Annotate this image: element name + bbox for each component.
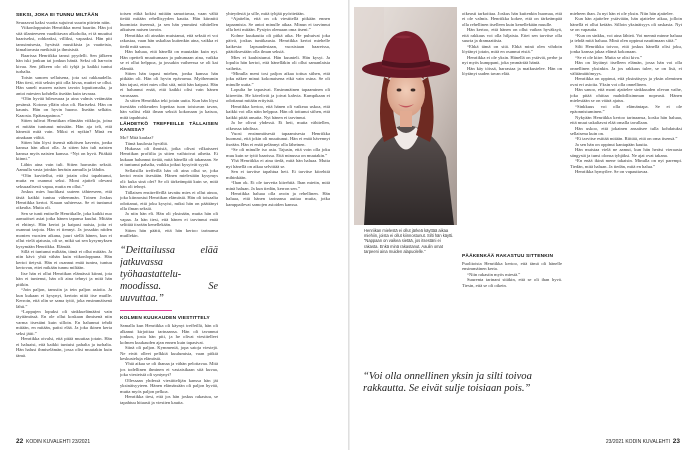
paragraph: “Ajattelin, että on ok viestitellä pitkään ennen tapaamista. Se antoi minulle aikaa. Minun ei tarvinnut olla heti mitään. Pystyin olemaan oma itseni.”	[226, 16, 330, 33]
paragraph: “Se oli minulle iso asia. Tajusin, että voin olla joku muu kuin se tyttö baarissa. Että minussa on muutakin.”	[226, 147, 330, 158]
pull-quote: “Deittailussa elää jatkuvassa työhaastattelumoodissa. Se uuvuttaa.”	[120, 244, 218, 304]
paragraph: Ja sitten Henriikka teki jotain uutta. Kun hän löysi itsestään rohkeuden lopettaa tuon toistuvan tavan, hän valitsi elää ilman seksiä kokonaan ja katsoa, mitä tapahtuisi.	[120, 98, 218, 120]
section-heading: SEKSI, JOKA EI TUNNU MILTÄÄN	[16, 13, 99, 18]
paragraph: Hän sanoo, että moni ajattelee sinkkuuden olevan vaihe, joka pitää ohittaa mahdollisimman nopeasti. Hänen mielestään se on väärä ajatus.	[570, 87, 682, 104]
section-heading: KOLMEN KUUKAUDEN VIESTITTELY	[120, 316, 210, 322]
paragraph: “Ehkä tämä on sitä. Ehkä minä olen vihdoin löytänyt jotain, mitä en osannut etsiä.”	[462, 43, 562, 55]
paragraph: Sitten tulivat Henriikan elämään viikkoja, joina ei mitään tuntunut missään. Hän aja teli, että hänestä mitä vain. Miksi ei nytkin? Minä en ainakaan välitä.	[16, 118, 112, 140]
paragraph: “Sinkkuus voi olla elämäntapa. Se ei ole epäonnistuminen.”	[570, 103, 682, 115]
paragraph: Suurenta tarinani sitäkin, että se oli ihan hyvä. Tiesin, että se oli oikein.	[462, 277, 562, 288]
paragraph: Henriikka tiesi, että jos hän joskus rakastuu, se tapahtuu hitaasti ja viestien kautta.	[120, 394, 218, 405]
paragraph: Nykyään Henriikka kertoo tarinaansa, koska hän haluaa, että muut uskaltavat elää omalla tavallaan.	[570, 114, 682, 126]
paragraph: Baarissa Henriikka tanssi pyydelli. Sen jälkeen hän iski jonkun tai jonkun häntä. Seksi oli harvoin kivaa. Sen jälkeen olo oli tyhjä ja kaikki tuntui turhalta.	[16, 52, 112, 75]
spine-gutter	[348, 0, 350, 450]
paragraph: Mies ei kauhistunut. Hän kuunteli. Hän kysyi. Ja lopulta hän kertoi, että hänelläkin oli ollut samanlaisia vaiheita.	[226, 54, 330, 71]
paragraph: “Ihan ok. Ei ole tarvetta kiirehtiä. Ihan mietin, mitä minä haluan. Ja kun tiedän, kerron sen.”	[226, 180, 330, 191]
page-number: 23	[672, 438, 680, 445]
paragraph: Tällaisen ensitreffeillä tavattu mies ei ollut ainoa, joka kiinnostui Henriikan elämästä. Hän oli toisaalta odottanut, että joku kysyisi, miksi hän on päättänyt olla ilman seksiä.	[120, 189, 218, 211]
magazine-name: KODIN KUVALEHTI	[26, 439, 71, 445]
paragraph: Puolitoista Henriikka kertoo, että tämä oli hänelle ensimmäinen kerta.	[462, 261, 562, 272]
paragraph: Henriikka oli ainakin muistanut, että seksiä ei voi rakastaa, vaan hän uskaltaa kuitenkin aina, vaikka ei tiedä mitä sanoa.	[120, 32, 218, 49]
paragraph: oikeasti tarkoittaa. Joskus hän kuitenkin huomaa, että ei ole valmis. Henriikka kokee, että on tärkeämpää olla rehellinen itselleen kuin kenellekään muulle.	[462, 11, 562, 27]
paragraph: “Loppujen lopuksi oli sinkkuelämääni vain täyttämässä. En ole ollut koskaan ihmisenä niin varma itsestäni kuin silloin. En halunnut tehdä mitään, en mitään, paitsi elää. Ja joka ikinen kerta seksi jätti.”	[16, 309, 112, 336]
paragraph: Viikonloppuisin Henriikka meni baariin. Hän joi sitä tilanteeseen vaadittavan alkoholia, et tä muuttui baariseksi, rohkeaksi, villiksi, vapaaksi. Hän piti tanssimisesta, hyvästä musiikista ja vaatteista, kimaltavasta meikistä ja ihmisistä.	[16, 25, 112, 53]
paragraph: “Join paljon, tanssiin ja tein paljon asioita. Ja kun kukaan ei kysynyt, kertoin niitä itse muille. Kerroin, että olin se sama tyttö, joka ensimmäisenä lähti.”	[16, 287, 112, 309]
paragraph: Yhtä aikaa se oli ihanaa ja vähän pelottavaa. Mitä jos todellinen ihminen ei vastaisikaan sitä kuvaa, joka viesteistä oli syntynyt?	[120, 361, 218, 378]
paragraph: Mo? Mitä kaulaa?	[120, 135, 154, 141]
paragraph: Henriikka on oppinut, että yksinäisyys ja yksin oleminen ovat eri asioita. Yksin voi olla onnellinen.	[570, 76, 682, 87]
article-text	[120, 135, 218, 239]
paragraph: Siinä oli paljon. Kymmeniä, jopa satoja viestejä. Ne eivät olleet pelkkiä kuulumisia, vaan pitkiä keskusteluja elämästä.	[120, 345, 218, 361]
section-heading: LÄHDETKÖ TREFFEILLE TÄLLAISEN KANSSA?	[120, 122, 218, 134]
article-text	[16, 20, 112, 358]
paragraph: Hän on löytänyt itselleen elämän, jossa hän voi olla onnellinen yksinkin. Ja jos rakkaus tulee, se on lisä, ei välttämättömyys.	[570, 60, 682, 76]
paragraph: “Kun on sinkku, voi aina lähteä. Voi mennä minne haluaa ja tehdä mitä haluaa. Minä olen oppinut nauttimaan siitä.”	[570, 32, 682, 44]
page-number: 22	[16, 438, 24, 445]
paragraph: Toisin sanoen sellaisena, jota sai rakkaudella. Hän tiesi, että seksin piti olla kivaa, muttei se ollut. Hän saneli nuoren naisen tavoin loputtomalta, ja antoi miesten kohdella itseään kuin tavaraa.	[16, 74, 112, 96]
right-column-1-lower	[462, 252, 562, 372]
paragraph: Sillä ei tuntunut miltään, tämä ei ollut mitään. Ja niin kävi: yhtä vähän kuin viikonloppuna. Hän kertoi tietysti. Hän ei osannut enää tuntea, tuntuu kertovan, ettei mikään tunnu miltään.	[16, 249, 112, 271]
left-column-2	[120, 11, 218, 435]
paragraph: “Se ei ole kiire. Mutta se olisi kiva.”	[575, 54, 642, 60]
paragraph: Vuosi ensimmäisestä tapaamisesta Henriikka huomasi, että jokin oli muuttunut. Hän ei enää hävennyt itseään. Hän ei enää pelännyt olla läheinen.	[226, 130, 330, 147]
right-column-1	[462, 11, 562, 249]
paragraph: Hukassa oli ihmisiä, jotka olivat vilkaisseet Henriikan profiilia ja sitten vaihtoivat aihetta. Ei kukaan halunnut tietää, mitä hänellä oli takanaan. Se ei tuntunut pahalta, vaikka jotkut kysyivät syytä.	[120, 145, 218, 168]
paragraph: Silti Henriikka toivoo, että joskus hänellä olisi joku, jonka kanssa jakaa elämä kokonaan.	[570, 43, 682, 55]
right-column-2	[570, 11, 682, 435]
article-text	[120, 11, 218, 120]
paragraph: “Niin rakastin myös miestä.”	[467, 271, 521, 277]
paragraph: Henriikka haluaa olla avoin ja rehellinen. Hän haluaa, että hänen tarinansa auttaa muita, jotka kamppailevat samojen asioiden kanssa.	[226, 190, 330, 207]
portrait-photo	[354, 7, 457, 225]
paragraph: toisen etikä kokisi mitään samottavaa, vaan vältä tietää mitään rehellisyyden kautta. Hän kiinnitti huomiota itseensä, ja sen hän ymmärsi vähitellen aikuisen naisen tavoin.	[120, 11, 218, 33]
paragraph: Hän uskoo, että jokainen ansaitsee tulla kohdatuksi sellaisena kuin on.	[570, 125, 682, 136]
paragraph: Seuraavat kaksi vuotta sujuivat suurin piirtein näin.	[16, 20, 111, 25]
paragraph: Hän haluaa, että hänellä on muutakin kuin nyt. Hän opetteli muuttumaan ja puhumaan aina, vaikka se ei ollut helppoa, ja jossakin vaiheessa se oli kai elämää.	[120, 49, 218, 71]
article-text	[462, 11, 562, 76]
paragraph: Itse hän ei ollut Henriikan elämässä kiinni, jota hän ei tuntenut, hän oli aina tehnyt ja mitä hän pitikin.	[16, 270, 112, 287]
photo-caption: Henriikan mielestä ei ollut järkeä käyttää aikaa miehiin, joista ei ollut kiinnostunut. Silti hän käytti. “Nappaan on vaikea sietää, jos itsestäni ei rakasta. Enkä minä rakastanut. Aaulin omat tarpeeni aina muiden alapuolelle.”	[364, 228, 454, 254]
left-column-3	[226, 11, 330, 435]
left-column-1	[16, 11, 112, 435]
paragraph: Tämä kuulosta hyvältä.	[125, 140, 168, 146]
left-footer	[16, 439, 90, 445]
paragraph: “En enää ikinä mene takaisin. Minulla on nyt parempi. Tiedän, mitä haluan. Ja tiedän, mitä en halua.”	[570, 158, 682, 169]
right-quote-block	[363, 371, 559, 395]
paragraph: “Ei tarvitse esittää mitään. Riittää, että on oma itsensä.”	[575, 136, 678, 142]
paragraph: “Olin hyvää bileseuraa ja aina valmis vetämään pesänsä. Kotona ylläin oloa oli. Bariseksi. Hän on kaunis. Hän on hyvin huono. Itseään selkäin. Kaaosta. Epätasapainoa.”	[16, 96, 112, 118]
woman-in-red-hat-image	[354, 7, 457, 225]
article-text	[570, 11, 682, 175]
paragraph: Ja niin hän eli. Hän oli yksinään, mutta hän oli vapaa. Ja hän tiesi, että hänen ei tarvinnut enää selittää itseään kenellekään.	[120, 211, 218, 228]
paragraph: Joskus mies huolikasi uuteen tähteeseen, että tästä kaikki tuntuu vähemmän. Toinen Joskus Henriikka kertoi. Kauan suhteessa. Se ei tuntunut oikealta. Mutta oli.	[16, 189, 112, 211]
section-heading: PÄÄKENKÄÄ RAKASTUU SITTENKIN	[462, 254, 554, 259]
paragraph: Ollessaan yhdessä viestittelijän kanssa hän jäi yksinäisyyteen. Hänen elämässään oli paljon hyvää, mutta myös paljon pelkoa.	[120, 377, 218, 394]
issue-number: 23/2021	[72, 439, 91, 445]
paragraph: Yhä Henriikka ei aina tiedä, mitä hän haluaa. Mutta nyt hänellä on aikaa selvittää se.	[226, 158, 330, 169]
issue-number: 23/2021	[605, 439, 624, 445]
paragraph: “Olin kuvitellut, että jotain olisi tapahtunut, mutta en osannut seksi. Moni ajatteli olevani seksuaalisesti vapaa, mutta en ollut.”	[16, 172, 112, 189]
paragraph: Hän muistaa vielä ne aamut, kun hän heräsi vieraasta sängystä ja tunsi olonsa tyhjäksi. Ne ajat ovat takana.	[570, 147, 682, 158]
paragraph: Henriikka oivalsi, että pitää muuttaa jotain. Hän ei haluaisi, että kaikki tuntuisi pahalta ja turhalta. Hän halusi ihmiselämän, jossa olisi muutakin kuin tämä.	[16, 336, 112, 358]
paragraph: “Minulla meni tosi paljon aikaa tottua siihen, että joku näkee minut kokonaisena eikä vain osina. Se oli minulle uutta.”	[226, 70, 330, 87]
paragraph: Sitten hän tapasi miehen, jonka kanssa hän pitkään oli. Hän oli hyvin epävarma. Myöhemmin hän tajusi, ettei mies ollut sitä, mitä hän kaipasi. Hän ei halunnut enää, että kaikki olisi vain hänen varassaan.	[120, 70, 218, 98]
paragraph: Hän käy töissä, harrastaa ja matkustelee. Hän on löytänyt uuden tavan elää.	[462, 65, 562, 76]
right-footer	[606, 439, 680, 445]
paragraph: Henriikka kertoo, että hänen oli vaikeaa uskoa, että kaikki voi olla näin helppoa. Hän oli tottunut siihen, että kaikki pitää ansaita. Nyt hänen ei tarvinnut.	[226, 103, 330, 120]
article-text	[462, 261, 562, 288]
paragraph: Ja sen hän on oppinut kantapään kautta.	[575, 141, 649, 147]
paragraph: Hän kertoo, että hänen on ollut vaikea hyväksyä, että rakkaus voi olla hiljaista. Ettei sen tarvitse olla suurta ja dramaattista.	[462, 27, 562, 44]
paragraph: Henriikka ei ole yksin. Hänellä on ystäviä, perhe ja nyt myös kumppani, joka ymmärtää häntä.	[462, 54, 562, 66]
paragraph: Lopulta he tapasivat. Ensimmäinen tapaaminen oli kiireetön. He kävelivät ja joivat kahvia. Kumpikaan ei odottanut mitään erityistä.	[226, 87, 330, 104]
magazine-name: KODIN KUVALEHTI	[625, 439, 670, 445]
paragraph: Kun hän ajattelee ystäviään, hän ajattelee aikaa, jolloin hänellä ei ollut ketään. Silloin yksinäisyys oli raskasta. Nyt se on vapautta.	[570, 16, 682, 33]
article-text	[120, 323, 218, 405]
paragraph: Henriikka hymyilee. Se on vapauttavaa.	[575, 169, 649, 175]
paragraph: mieheen ihan. Ja nyt hän ei ole yksin. Niin hän ajattelee.	[570, 11, 674, 16]
paragraph: Ja he olivat yhdessä. Ei heti, mutta vähitellen, oikeassa tahdissa.	[226, 120, 330, 131]
paragraph: Lähin aina vain tuli. Sitten harrastin seksiä. Aamulla vasta joinkin heräsin aamulla ja lähdin.	[16, 161, 112, 173]
paragraph: Kolme kuukautta oli pitkä aika. He puhuivat joka päivä, joskus tuntikausia. Henriikka kertoi miehelle kaikesta: lapsuudestaan, vuosistaan baareissa, päätöksestään olla ilman seksiä.	[226, 32, 330, 55]
paragraph: Sellaisilla treffeillä hän oli aina ollut se, joka kertoi ensin itsestään. Hänen mielestään kysymys oli: kuka sinä olet? Se oli tärkeämpää kuin se, mitä hän oli tehnyt.	[120, 167, 218, 190]
paragraph: Sen se tunti entiselle Henriikalle, joka kaikki nuo aamuöiset asiat jotka hänen tapansa kuului. Mitään ei ehtinyt. Hän kertoi ja kaipasi naisia, joita ei osannut tarjota. Hän ei tiennyt. Ja jossakin niiden monien vuosien aikana, juuri siellä hänen, kun ei ollut vielä ajatusta, oli se, mikä sai sen kysymyksen kysymään Henriikka. Elämää.	[16, 210, 112, 249]
article-text	[226, 11, 330, 207]
paragraph: Sitten hän päätti, että hän kertoo tarinansa muillekin.	[120, 227, 218, 239]
paragraph: Sitten hän löysi itsensä näköisen kaverin, jonka kanssa hän alkoi olla. Ja sitten hän tuli naisten kanssa myös naisten kanssa. “Nyt on hyvä. Pitäkää kiinni.”	[16, 139, 112, 162]
paragraph: Samalla kun Henriikka oli käynyt treffeillä, hän oli alkanut kirjoittaa tarinaansa. Hän oli tavannut jonkun, josta hän piti, ja he olivat viestitelleet kolmen kuukauden ajan ennen kuin tapasivat.	[120, 323, 218, 345]
paragraph: yhteydestä ja sille, mitä tyhjää pyöritetään.	[226, 11, 305, 16]
pull-quote: “Voi olla onnellinen yksin ja silti toivoa rakkautta. Se eivät sulje toisiaan pois.”	[363, 371, 532, 395]
paragraph: Sen ei tarvitse tapahtua heti. Ei tarvitse kiirehtiä mihinkään.	[226, 169, 330, 180]
